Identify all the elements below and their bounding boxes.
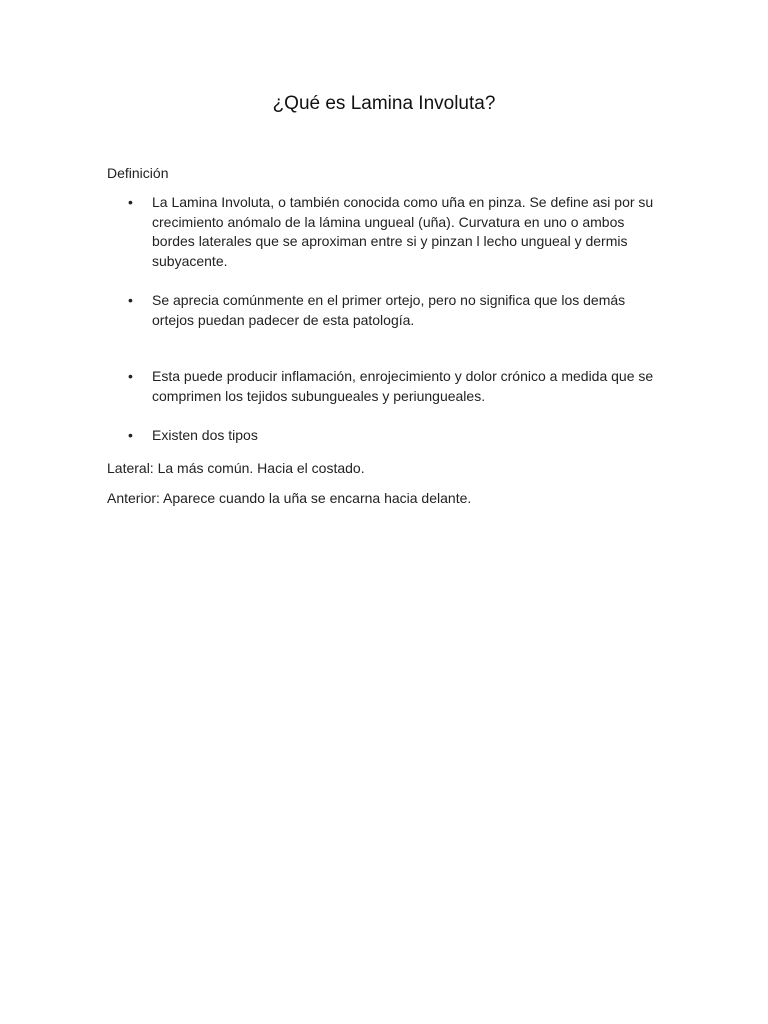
list-item — [107, 193, 667, 271]
list-item-text: Se aprecia comúnmente en el primer ortejo, pero no significa que los demás ortejos puedan padecer de esta patología. — [152, 292, 626, 328]
type-lateral: Lateral: La más común. Hacia el costado. — [107, 460, 365, 476]
list-item-text: La Lamina Involuta, o también conocida como uña en pinza. Se define asi por su crecimiento anómalo de la lámina ungueal (uña). Curvatura en uno o ambos bordes laterales que se aproximan entre si y pinzan l lecho ungueal y dermis subyacente. — [152, 194, 654, 269]
bullet-icon: • — [128, 194, 133, 210]
type-anterior: Anterior: Aparece cuando la uña se encarna hacia delante. — [107, 490, 472, 506]
section-label-definicion: Definición — [107, 165, 169, 181]
list-item-text: Esta puede producir inflamación, enrojecimiento y dolor crónico a medida que se comprimen los tejidos subungueales y periungueales. — [152, 368, 654, 404]
bullet-icon: • — [128, 368, 133, 384]
list-item — [107, 367, 667, 406]
list-item — [107, 426, 667, 446]
list-item-text: Existen dos tipos — [152, 427, 258, 443]
document-title: ¿Qué es Lamina Involuta? — [272, 93, 496, 114]
bullet-icon: • — [128, 292, 133, 308]
bullet-list — [107, 193, 667, 446]
list-item — [107, 291, 667, 330]
bullet-icon: • — [128, 427, 133, 443]
